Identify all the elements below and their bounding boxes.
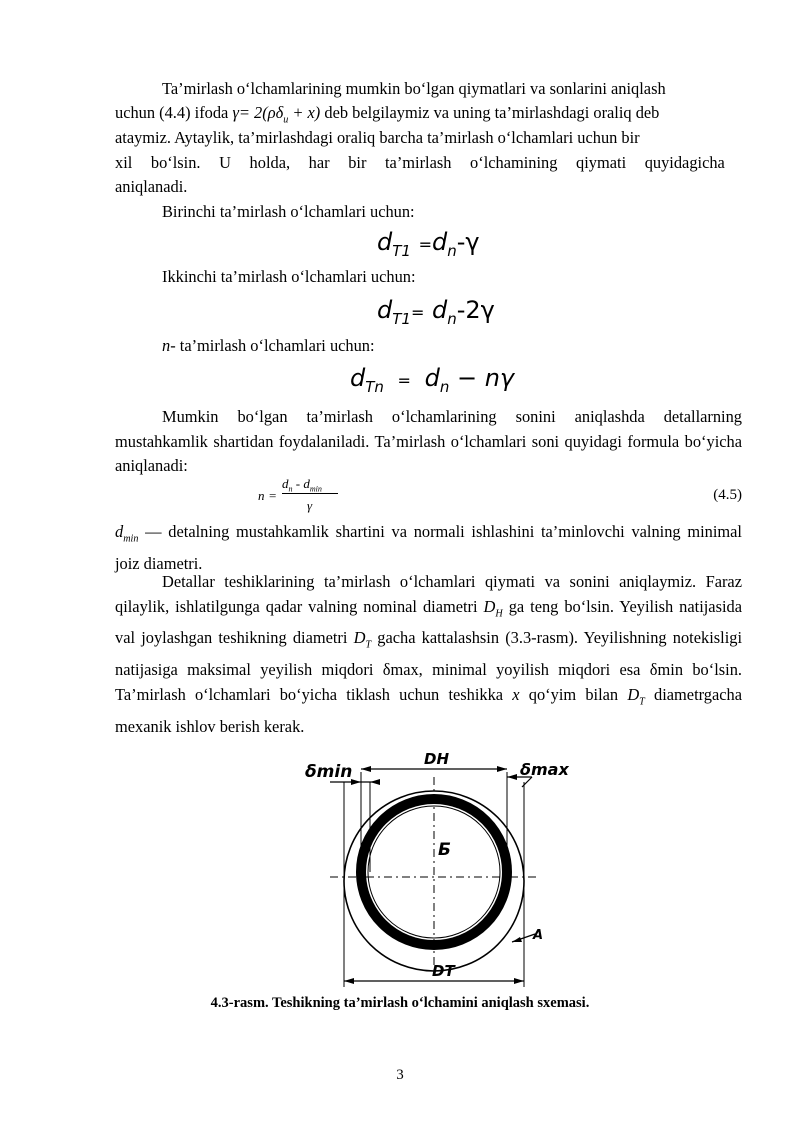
p6-paragraph: $d_{min}$ — detalning mustahkamlik shartini va normali ishlashini ta’minlovchi valning minimal joiz diametri. xyxy=(115,522,742,573)
p1-line1: Ta’mirlash o‘lchamlarining mumkin bo‘lgan qiymatlari va sonlarini aniqlash xyxy=(162,79,666,98)
label-dh: DH xyxy=(424,750,450,768)
formula-2: $d_{T1}= d_n-2\gamma$ xyxy=(377,296,495,328)
p1-line4: xil bo‘lsin. U holda, har bir ta’mirlash o‘lchamining qiymati quyidagicha xyxy=(115,153,725,172)
p7-paragraph: Detallar teshiklarining ta’mirlash o‘lchamlari qiymati va sonini aniqlaymiz. Faraz qilaylik, ishlatilgunga qadar valning nominal diametri $D_H$ ga teng bo‘lsin. Yeyilish natijasida val joylashgan teshikning diametri $D_T$ gacha kattalashsin (3.3-rasm). Yeyilishning notekisligi natijasiga maksimal yeyilish miqdori δmax, minimal yoyilish miqdori esa δmin bo‘lsin. Ta’mirlash o‘lchamlari bo‘yicha tiklash uchun teshikka x qo‘yim bilan $D_T$ diametrgacha mexanik ishlov berish kerak. xyxy=(115,572,742,736)
gamma-def: γ= 2(ρδ xyxy=(232,103,284,122)
gamma-def-b: + x) xyxy=(288,103,321,122)
label-a: A xyxy=(533,928,544,943)
equation-number: (4.5) xyxy=(713,487,742,503)
label-b: Б xyxy=(438,840,451,860)
label-dmin: δmin xyxy=(305,762,353,782)
p1-line3: ataymiz. Aytaylik, ta’mirlashdagi oraliq barcha ta’mirlash o‘lchamlari uchun bir xyxy=(115,128,640,147)
gamma-def-sub: u xyxy=(283,114,289,126)
p5-paragraph: Mumkin bo‘lgan ta’mirlash o‘lchamlarining sonini aniqlashda detallarning mustahkamlik shartidan foydalaniladi. Ta’mirlash o‘lchamlari soni quyidagi formula bo‘yicha aniqlanadi: xyxy=(115,407,742,476)
p1-line2-a: uchun (4.4) ifoda xyxy=(115,103,233,122)
label-dmax: δmax xyxy=(520,760,569,779)
p1-line5: aniqlanadi. xyxy=(115,177,188,196)
figure-caption: 4.3-rasm. Teshikning ta’mirlash o‘lchamini aniqlash sxemasi. xyxy=(210,995,590,1011)
p3-text: Ikkinchi ta’mirlash o‘lchamlari uchun: xyxy=(162,267,416,286)
document-page: Ta’mirlash o‘lchamlarining mumkin bo‘lgan qiymatlari va sonlarini aniqlash uchun (4.4) ifoda $\gamma= 2(\rho\delta_u + x)$ deb belgilaymiz va uning ta’mirlashdagi oraliq deb ataymiz. Aytaylik, ta’mirlashdagi oraliq barcha ta’mirlash o‘lchamlari uchun bir xil bo‘lsin. U holda, har bir ta’mirlash o‘lchamining qiymati quyidagicha aniqlanadi. Birinchi ta’mirlash o‘lchamlari uchun: $d_{T1} =d_n-\gamma$ Ikkinchi ta’mirlash o‘lchamlari uchun: $d_{T1}= d_n-2\gamma$ n- ta’mirlash o‘lchamlari uchun: $d_{Tn} = d_n - n\gamma$ Mumkin bo‘lgan ta’mirlash o‘lchamlarining sonini aniqlashda detallarning mustahkamlik shartidan foydalaniladi. Ta’mirlash o‘lchamlari soni quyidagi formula bo‘yicha aniqlanadi: n = $d_n - d_{min}$ γ (4.5) $d_{min}$ — detalning mustahkamlik shartini va normali ishlashini ta’minlovchi valning minimal joiz diametri. Detallar teshiklarining ta’mirlash o‘lchamlari qiymati va sonini aniqlaymiz. Faraz qilaylik, ishlatilgunga qadar valning nominal diametri $D_H$ ga teng bo‘lsin. Yeyilish natijasida val joylashgan teshikning diametri $D_T$ gacha kattalashsin (3.3-rasm). Yeyilishning notekisligi natijasiga maksimal yeyilish miqdori δmax, minimal yoyilish miqdori esa δmin bo‘lsin. Ta’mirlash o‘lchamlari bo‘yicha tiklash uchun teshikka x qo‘yim bilan $D_T$ diametrgacha mexanik ishlov berish kerak. δmin δmax DH DT Б A 4.3-rasm. Teshikning ta’mirlash o‘lchamini aniqlash sxemasi. 3 xyxy=(0,0,800,1131)
p4-text xyxy=(162,336,375,356)
formula-3: $d_{Tn} = d_n - n\gamma$ xyxy=(350,364,515,396)
p4-rest: - ta’mirlash o‘lchamlari uchun: xyxy=(170,336,375,355)
p1-line2-c: deb belgilaymiz va uning ta’mirlashdagi oraliq deb xyxy=(320,103,660,122)
p1-line2 xyxy=(115,103,742,125)
p2-text: Birinchi ta’mirlash o‘lchamlari uchun: xyxy=(162,202,415,221)
label-dt: DT xyxy=(432,962,455,980)
page-number: 3 xyxy=(396,1067,404,1083)
p4-n: n xyxy=(162,336,171,355)
formula-1: $d_{T1} =d_n-\gamma$ xyxy=(377,228,480,260)
